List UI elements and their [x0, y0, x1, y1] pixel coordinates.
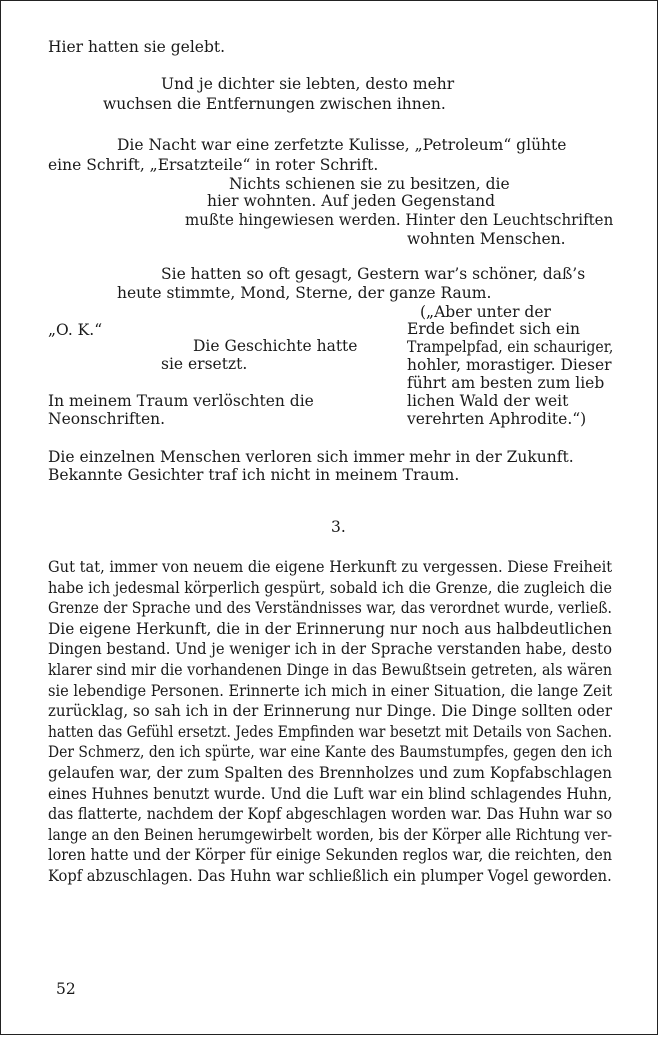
prose-line: lange an den Beinen herumgewirbelt worden, bis der Körper alle Richtung ver- [48, 825, 612, 844]
aside-line: („Aber unter der [420, 303, 551, 321]
aside-line: hohler, morastiger. Dieser [407, 356, 612, 374]
poem-line: hier wohnten. Auf jeden Gegenstand [207, 192, 496, 210]
prose-line: Gut tat, immer von neuem die eigene Herkunft zu vergessen. Diese Freiheit [48, 558, 613, 576]
poem-line: Sie hatten so oft gesagt, Gestern war’s schöner, daß’s [161, 265, 586, 283]
poem-line: Die Nacht war eine zerfetzte Kulisse, „Petroleum“ glühte [117, 136, 567, 154]
poem-line: Nichts schienen sie zu besitzen, die [229, 175, 510, 193]
aside-line: führt am besten zum lieb [407, 374, 605, 392]
poem-line: Und je dichter sie lebten, desto mehr [161, 75, 455, 93]
prose-line: Der Schmerz, den ich spürte, war eine Kante des Baumstumpfes, gegen den ich [48, 743, 613, 762]
prose-line: habe ich jedesmal körperlich gespürt, sobald ich die Grenze, die zugleich die [48, 578, 612, 597]
poem-line: „O. K.“ [48, 321, 103, 339]
poem-line: Die einzelnen Menschen verloren sich immer mehr in der Zukunft. [48, 448, 574, 466]
prose-line: hatten das Gefühl ersetzt. Jedes Empfinden war besetzt mit Details von Sachen. [48, 722, 612, 741]
poem-line: Die Geschichte hatte [193, 337, 358, 355]
poem-line: eine Schrift, „Ersatzteile“ in roter Schrift. [48, 156, 379, 174]
poem-line: heute stimmte, Mond, Sterne, der ganze Raum. [117, 284, 492, 302]
prose-paragraph [48, 557, 612, 887]
poem-line: mußte hingewiesen werden. Hinter den Leuchtschriften [185, 211, 614, 229]
aside-line: Erde befindet sich ein [407, 320, 581, 338]
prose-line: das flatterte, nachdem der Kopf abgeschlagen worden war. Das Huhn war so [48, 805, 613, 824]
prose-line: loren hatte und der Körper für einige Sekunden reglos war, die reichten, den [48, 846, 612, 865]
prose-line: Dingen bestand. Und je weniger ich in der Sprache verstanden habe, desto [48, 640, 612, 659]
prose-line: Die eigene Herkunft, die in der Erinnerung nur noch aus halbdeutlichen [48, 619, 612, 638]
prose-line: eines Huhnes benutzt wurde. Und die Luft war ein blind schlagendes Huhn, [48, 784, 612, 803]
prose-line: sie lebendige Personen. Erinnerte ich mich in einer Situation, die lange Zeit [48, 681, 613, 700]
poem-line: wohnten Menschen. [407, 230, 566, 248]
poem-line: In meinem Traum verlöschten die [48, 392, 314, 410]
section-number: 3. [331, 518, 346, 536]
prose-line: Kopf abzuschlagen. Das Huhn war schließlich ein plumper Vogel geworden. [48, 866, 612, 885]
page-number: 52 [56, 980, 76, 998]
aside-line: verehrten Aphrodite.“) [407, 410, 587, 428]
poem-line: Neonschriften. [48, 410, 166, 428]
aside-line: lichen Wald der weit [407, 392, 569, 410]
poem-line: wuchsen die Entfernungen zwischen ihnen. [103, 95, 446, 113]
poem-line: sie ersetzt. [161, 355, 248, 373]
aside-line: Trampelpfad, ein schauriger, [407, 338, 614, 356]
poem-line: Bekannte Gesichter traf ich nicht in meinem Traum. [48, 466, 460, 484]
prose-line: gelaufen war, der zum Spalten des Brennholzes und zum Kopfabschlagen [48, 763, 612, 782]
prose-line: zurücklag, so sah ich in der Erinnerung nur Dinge. Die Dinge sollten oder [48, 702, 612, 721]
prose-line: klarer sind mir die vorhandenen Dinge in das Bewußtsein getreten, als wären [48, 660, 613, 679]
prose-line: Grenze der Sprache und des Verständnisses war, das verordnet wurde, verließ. [48, 599, 612, 618]
poem-line: Hier hatten sie gelebt. [48, 38, 226, 56]
